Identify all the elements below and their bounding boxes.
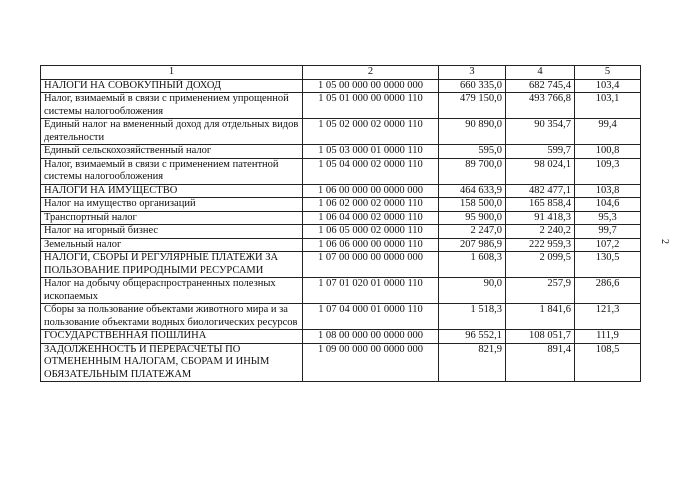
header-cell: 3 (439, 66, 506, 80)
row-value-col4: 2 099,5 (506, 252, 575, 278)
row-value-col4: 90 354,7 (506, 119, 575, 145)
table-row (41, 145, 641, 159)
row-value-col3: 207 986,9 (439, 238, 506, 252)
row-name-cell: ЗАДОЛЖЕННОСТЬ И ПЕРЕРАСЧЕТЫ ПО ОТМЕНЕННЫМ НАЛОГАМ, СБОРАМ И ИНЫМ ОБЯЗАТЕЛЬНЫМ ПЛАТЕЖАМ (41, 343, 303, 382)
row-value-col3: 595,0 (439, 145, 506, 159)
row-code-cell: 1 06 00 000 00 0000 000 (303, 184, 439, 198)
row-value-col4: 2 240,2 (506, 225, 575, 239)
row-code-cell: 1 07 01 020 01 0000 110 (303, 278, 439, 304)
row-code-cell: 1 05 00 000 00 0000 000 (303, 79, 439, 93)
row-value-col4: 891,4 (506, 343, 575, 382)
table-row (41, 304, 641, 330)
row-name-cell: НАЛОГИ НА ИМУЩЕСТВО (41, 184, 303, 198)
table-row (41, 252, 641, 278)
row-value-col4: 257,9 (506, 278, 575, 304)
row-code-cell: 1 05 02 000 02 0000 110 (303, 119, 439, 145)
row-name-cell: Налог на добычу общераспространенных полезных ископаемых (41, 278, 303, 304)
table-row (41, 343, 641, 382)
row-code-cell: 1 08 00 000 00 0000 000 (303, 330, 439, 344)
row-name-cell: Единый налог на вмененный доход для отдельных видов деятельности (41, 119, 303, 145)
row-value-col5: 103,1 (575, 93, 641, 119)
row-value-col3: 158 500,0 (439, 198, 506, 212)
row-value-col5: 100,8 (575, 145, 641, 159)
row-code-cell: 1 07 00 000 00 0000 000 (303, 252, 439, 278)
row-value-col3: 1 518,3 (439, 304, 506, 330)
row-value-col3: 821,9 (439, 343, 506, 382)
header-cell: 1 (41, 66, 303, 80)
row-name-cell: Налог, взимаемый в связи с применением патентной системы налогообложения (41, 158, 303, 184)
table-header-row (41, 66, 641, 80)
row-value-col4: 98 024,1 (506, 158, 575, 184)
row-name-cell: Единый сельскохозяйственный налог (41, 145, 303, 159)
table-row (41, 158, 641, 184)
row-name-cell: Налог, взимаемый в связи с применением упрощенной системы налогообложения (41, 93, 303, 119)
row-value-col5: 130,5 (575, 252, 641, 278)
row-value-col5: 111,9 (575, 330, 641, 344)
row-value-col4: 682 745,4 (506, 79, 575, 93)
row-name-cell: ГОСУДАРСТВЕННАЯ ПОШЛИНА (41, 330, 303, 344)
row-name-cell: Земельный налог (41, 238, 303, 252)
row-value-col5: 99,4 (575, 119, 641, 145)
row-value-col5: 103,8 (575, 184, 641, 198)
row-name-cell: Налог на игорный бизнес (41, 225, 303, 239)
row-code-cell: 1 09 00 000 00 0000 000 (303, 343, 439, 382)
row-value-col5: 109,3 (575, 158, 641, 184)
row-value-col3: 2 247,0 (439, 225, 506, 239)
row-name-cell: Транспортный налог (41, 211, 303, 225)
row-name-cell: Сборы за пользование объектами животного мира и за пользование объектами водных биологических ресурсов (41, 304, 303, 330)
row-value-col3: 95 900,0 (439, 211, 506, 225)
row-code-cell: 1 07 04 000 01 0000 110 (303, 304, 439, 330)
row-value-col3: 464 633,9 (439, 184, 506, 198)
table-row (41, 278, 641, 304)
row-value-col3: 479 150,0 (439, 93, 506, 119)
row-code-cell: 1 06 05 000 02 0000 110 (303, 225, 439, 239)
header-cell: 4 (506, 66, 575, 80)
row-value-col3: 89 700,0 (439, 158, 506, 184)
row-value-col5: 103,4 (575, 79, 641, 93)
page-number: 2 (659, 239, 670, 244)
row-value-col4: 108 051,7 (506, 330, 575, 344)
row-value-col4: 165 858,4 (506, 198, 575, 212)
table-row (41, 330, 641, 344)
row-value-col4: 222 959,3 (506, 238, 575, 252)
row-value-col4: 599,7 (506, 145, 575, 159)
row-value-col5: 108,5 (575, 343, 641, 382)
row-value-col4: 482 477,1 (506, 184, 575, 198)
row-value-col5: 107,2 (575, 238, 641, 252)
row-value-col3: 660 335,0 (439, 79, 506, 93)
row-code-cell: 1 05 04 000 02 0000 110 (303, 158, 439, 184)
budget-table (40, 65, 641, 382)
table-row (41, 225, 641, 239)
row-value-col5: 286,6 (575, 278, 641, 304)
table-row (41, 93, 641, 119)
table-row (41, 238, 641, 252)
row-value-col5: 121,3 (575, 304, 641, 330)
row-value-col3: 1 608,3 (439, 252, 506, 278)
row-code-cell: 1 06 04 000 02 0000 110 (303, 211, 439, 225)
table-row (41, 184, 641, 198)
row-value-col4: 91 418,3 (506, 211, 575, 225)
table-row (41, 119, 641, 145)
row-value-col4: 493 766,8 (506, 93, 575, 119)
row-value-col4: 1 841,6 (506, 304, 575, 330)
header-cell: 2 (303, 66, 439, 80)
row-name-cell: НАЛОГИ, СБОРЫ И РЕГУЛЯРНЫЕ ПЛАТЕЖИ ЗА ПОЛЬЗОВАНИЕ ПРИРОДНЫМИ РЕСУРСАМИ (41, 252, 303, 278)
table-row (41, 211, 641, 225)
row-value-col3: 96 552,1 (439, 330, 506, 344)
row-value-col5: 95,3 (575, 211, 641, 225)
row-name-cell: Налог на имущество организаций (41, 198, 303, 212)
table-row (41, 79, 641, 93)
row-value-col3: 90 890,0 (439, 119, 506, 145)
row-value-col5: 104,6 (575, 198, 641, 212)
row-code-cell: 1 06 02 000 02 0000 110 (303, 198, 439, 212)
row-value-col5: 99,7 (575, 225, 641, 239)
row-code-cell: 1 05 01 000 00 0000 110 (303, 93, 439, 119)
row-code-cell: 1 06 06 000 00 0000 110 (303, 238, 439, 252)
header-cell: 5 (575, 66, 641, 80)
table-row (41, 198, 641, 212)
row-code-cell: 1 05 03 000 01 0000 110 (303, 145, 439, 159)
row-name-cell: НАЛОГИ НА СОВОКУПНЫЙ ДОХОД (41, 79, 303, 93)
row-value-col3: 90,0 (439, 278, 506, 304)
